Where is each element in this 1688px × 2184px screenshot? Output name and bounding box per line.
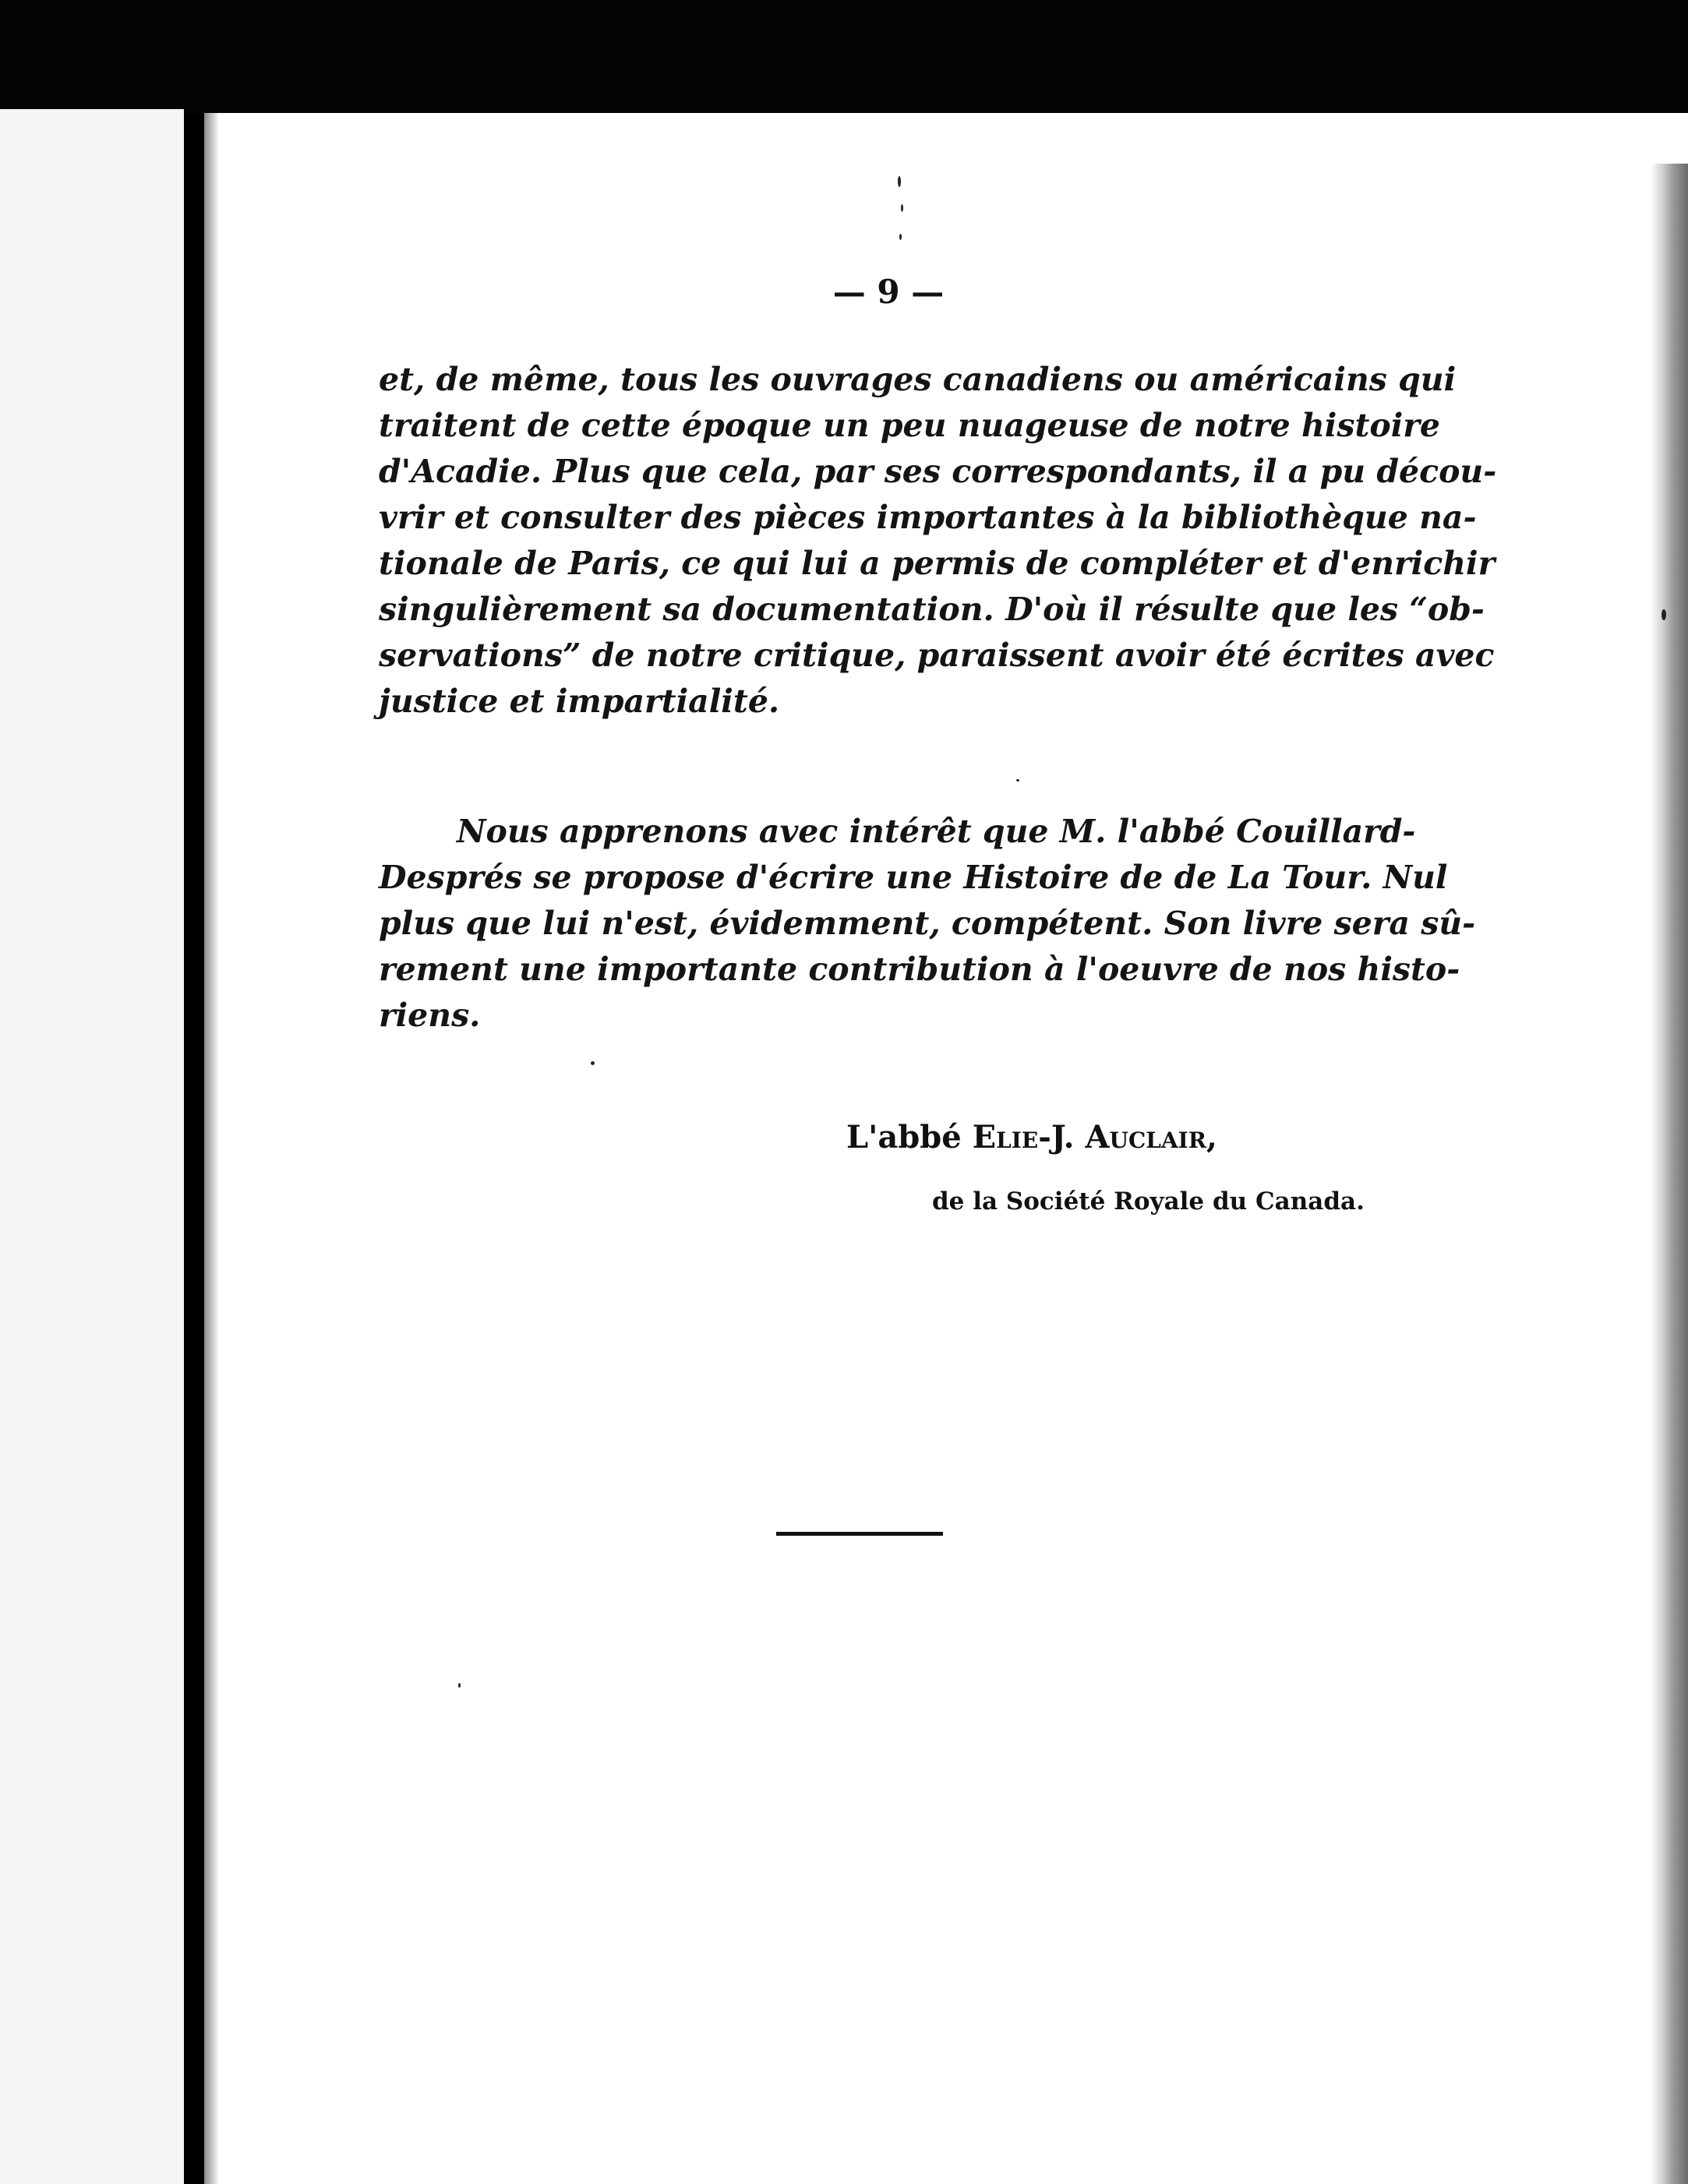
text-line: et, de même, tous les ouvrages canadiens ou américains qui (379, 361, 1457, 398)
scan-speck (1662, 609, 1666, 620)
text-line: traitent de cette époque un peu nuageuse de notre histoire (379, 407, 1440, 444)
book-gutter (184, 113, 204, 2184)
end-rule (776, 1532, 943, 1536)
text-line: justice et impartialité. (379, 683, 780, 720)
facing-page-left (0, 109, 184, 2184)
paragraph-continued (379, 357, 1497, 725)
signature-prefix: L'abbé (846, 1119, 962, 1156)
text-line: singulièrement sa documentation. D'où il résulte que les “ob- (379, 591, 1485, 628)
signature-name (846, 1119, 1217, 1156)
scan-border-top (0, 0, 1688, 113)
paragraph-closing (379, 809, 1476, 1039)
scan-speck (899, 234, 902, 240)
text-line: Després se propose d'écrire une Histoire de de La Tour. Nul (379, 859, 1448, 896)
page-number: — 9 — (832, 273, 945, 311)
signature-author: Elie-J. Auclair, (972, 1119, 1217, 1156)
scan-speck (1016, 779, 1019, 782)
text-line: rement une importante contribution à l'oeuvre de nos histo- (379, 951, 1460, 988)
text-line: Nous apprenons avec intérêt que M. l'abbé Couillard- (457, 813, 1416, 850)
page-corner (1651, 113, 1688, 164)
text-line: plus que lui n'est, évidemment, compétent. Son livre sera sû- (379, 905, 1476, 942)
scan-speck (901, 204, 903, 212)
text-line: d'Acadie. Plus que cela, par ses correspondants, il a pu décou- (379, 453, 1497, 490)
signature-affiliation: de la Société Royale du Canada. (932, 1187, 1365, 1215)
gutter-shadow (204, 113, 218, 2184)
text-line: vrir et consulter des pièces importantes à la bibliothèque na- (379, 499, 1477, 536)
page-edge-shadow (1651, 164, 1688, 2184)
scan-speck (591, 1061, 595, 1065)
scan-speck (458, 1683, 461, 1688)
text-line: servations” de notre critique, paraissent avoir été écrites avec (379, 637, 1495, 674)
text-line: riens. (379, 997, 481, 1034)
scan-speck (898, 176, 901, 187)
text-line: tionale de Paris, ce qui lui a permis de compléter et d'enrichir (379, 545, 1496, 582)
